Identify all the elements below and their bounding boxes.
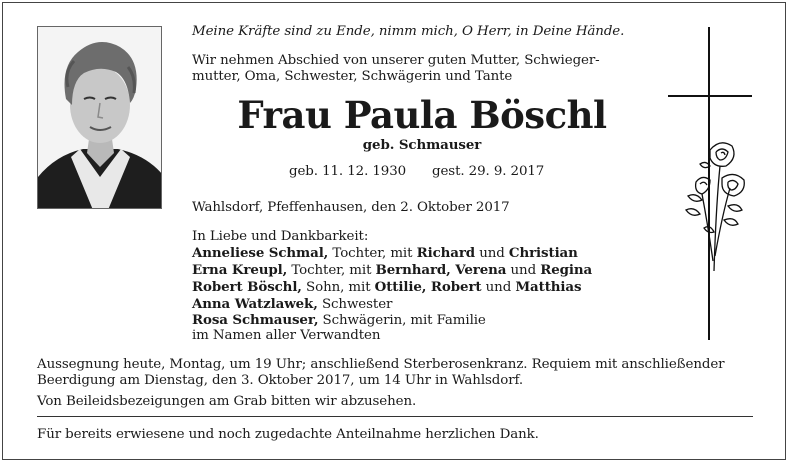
- relatives-line: im Namen aller Verwandten: [192, 328, 381, 343]
- divider: [37, 416, 753, 417]
- condolence-note: Von Beileidsbezeigungen am Grab bitten wir abzusehen.: [37, 394, 417, 409]
- intro-line-1: Wir nehmen Abschied von unserer guten Mutter, Schwieger-: [192, 53, 600, 68]
- mourner-line: Rosa Schmauser, Schwägerin, mit Familie: [192, 312, 486, 328]
- verse: Meine Kräfte sind zu Ende, nimm mich, O Herr, in Deine Hände.: [192, 24, 625, 39]
- thanks-line: Für bereits erwiesene und noch zugedachte Anteilnahme herzlichen Dank.: [37, 427, 539, 442]
- mourner-line: Erna Kreupl, Tochter, mit Bernhard, Verena und Regina: [192, 262, 593, 278]
- place-date: Wahlsdorf, Pfeffenhausen, den 2. Oktober 2017: [192, 200, 510, 215]
- portrait-image: [38, 27, 162, 209]
- funeral-line-2: Beerdigung am Dienstag, den 3. Oktober 2017, um 14 Uhr in Wahlsdorf.: [37, 373, 524, 388]
- death-date: gest. 29. 9. 2017: [432, 164, 545, 179]
- roses-icon: [680, 136, 752, 276]
- mourner-line: Anneliese Schmal, Tochter, mit Richard und Christian: [192, 245, 578, 261]
- portrait-photo: [37, 26, 162, 209]
- mourner-line: Anna Watzlawek, Schwester: [192, 296, 393, 312]
- cross-bar: [668, 95, 752, 97]
- birth-date: geb. 11. 12. 1930: [289, 164, 407, 179]
- maiden-name: geb. Schmauser: [362, 137, 482, 153]
- mourners-heading: In Liebe und Dankbarkeit:: [192, 229, 369, 244]
- intro-line-2: mutter, Oma, Schwester, Schwägerin und Tante: [192, 69, 513, 84]
- deceased-name: Frau Paula Böschl: [237, 93, 607, 137]
- funeral-line-1: Aussegnung heute, Montag, um 19 Uhr; anschließend Sterberosenkranz. Requiem mit anschließender: [37, 357, 725, 372]
- mourner-line: Robert Böschl, Sohn, mit Ottilie, Robert und Matthias: [192, 279, 582, 295]
